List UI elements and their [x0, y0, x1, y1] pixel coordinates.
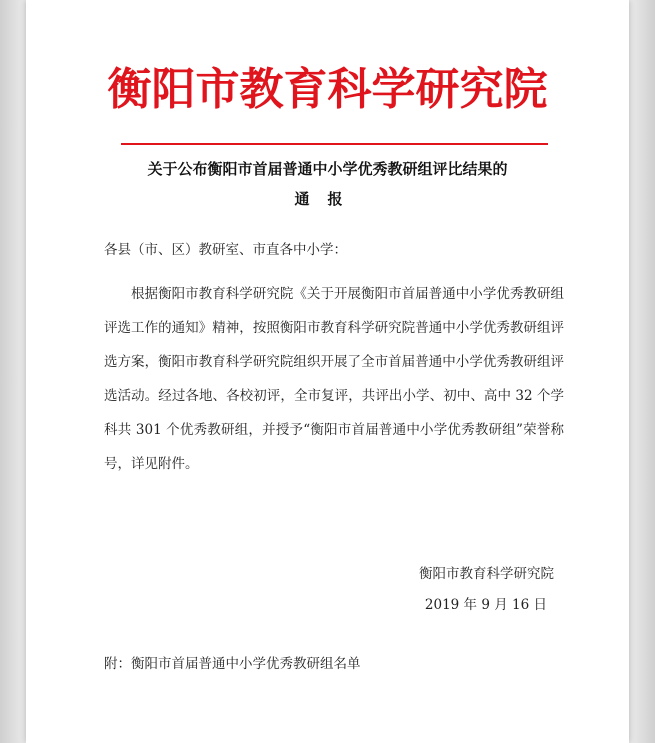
letterhead-title: 衡阳市教育科学研究院	[107, 64, 548, 115]
salutation: 各县（市、区）教研室、市直各中小学：	[104, 242, 347, 258]
letterhead-red-rule	[121, 143, 548, 145]
issuer-signature: 衡阳市教育科学研究院	[419, 566, 554, 582]
page-edge-right	[629, 0, 655, 743]
attachment-note: 附：衡阳市首届普通中小学优秀教研组名单	[104, 656, 361, 672]
document-title-line2: 通报	[294, 190, 361, 208]
issue-date: 2019 年 9 月 16 日	[424, 597, 547, 613]
document-title-line1: 关于公布衡阳市首届普通中小学优秀教研组评比结果的	[147, 160, 508, 178]
document-page[interactable]	[26, 0, 629, 743]
page-edge-left	[0, 0, 26, 743]
body-paragraph: 根据衡阳市教育科学研究院《关于开展衡阳市首届普通中小学优秀教研组评选工作的通知》精神，按照衡阳市教育科学研究院普通中小学优秀教研组评选方案，衡阳市教育科学研究院组织开展了全市首届普通中小学优秀教研组评选活动。经过各地、各校初评，全市复评，共评出小学、初中、高中 32 个学科共 301 个优秀教研组，并授予“衡阳市首届普通中小学优秀教研组”荣誉称号，详见附件。	[104, 286, 564, 472]
